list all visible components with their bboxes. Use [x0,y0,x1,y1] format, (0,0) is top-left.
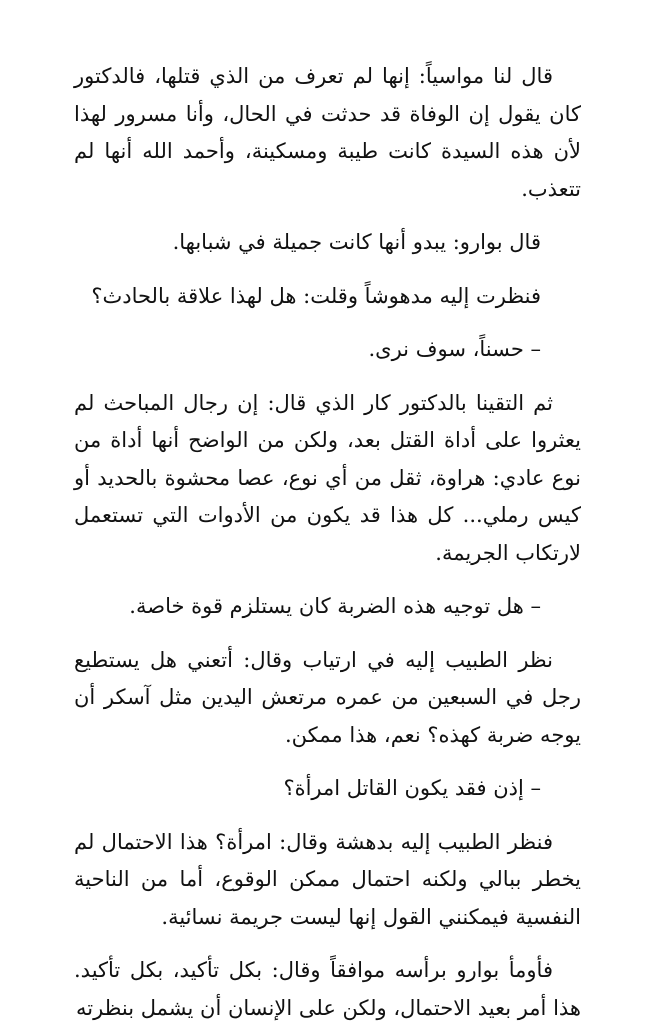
paragraph-8: – إذن فقد يكون القاتل امرأة؟ [283,776,541,800]
paragraph-2: قال بوارو: يبدو أنها كانت جميلة في شبابها. [172,230,541,254]
paragraph-4: – حسناً، سوف نرى. [368,337,541,361]
paragraph-5: ثم التقينا بالدكتور كار الذي قال: إن رجال المباحث لم يعثروا على أداة القتل بعد، ولكن من الواضح أنها أداة من نوع عادي: هراوة، ثقل من أي نوع، عصا محشوة بالحديد أو كيس رملي... كل هذا قد يكون من الأدوات التي تستعمل لارتكاب الجريمة. [74,390,581,565]
paragraph-7: نظر الطبيب إليه في ارتياب وقال: أتعني هل يستطيع رجل في السبعين من عمره مرتعش اليدين مثل آسكر أن يوجه ضربة كهذه؟ نعم، هذا ممكن. [74,647,581,747]
paragraph-1: قال لنا مواسياً: إنها لم تعرف من الذي قتلها، فالدكتور كان يقول إن الوفاة قد حدثت في الحال، وأنا مسرور لهذا لأن هذه السيدة كانت طيبة ومسكينة، وأحمد الله أنها لم تتعذب. [74,64,581,201]
paragraph-3: فنظرت إليه مدهوشاً وقلت: هل لهذا علاقة بالحادث؟ [91,283,541,308]
paragraph-9: فنظر الطبيب إليه بدهشة وقال: امرأة؟ هذا الاحتمال لم يخطر ببالي ولكنه احتمال ممكن الوقوع، أما من الناحية النفسية فيمكنني القول إنها ليست جريمة نسائية. [74,829,581,929]
paragraph-6: – هل توجيه هذه الضربة كان يستلزم قوة خاصة. [129,594,541,618]
paragraph-10: فأومأ بوارو برأسه موافقاً وقال: بكل تأكيد، بكل تأكيد. هذا أمر بعيد الاحتمال، ولكن على الإنسان أن يشمل بنظرته [74,958,581,1020]
